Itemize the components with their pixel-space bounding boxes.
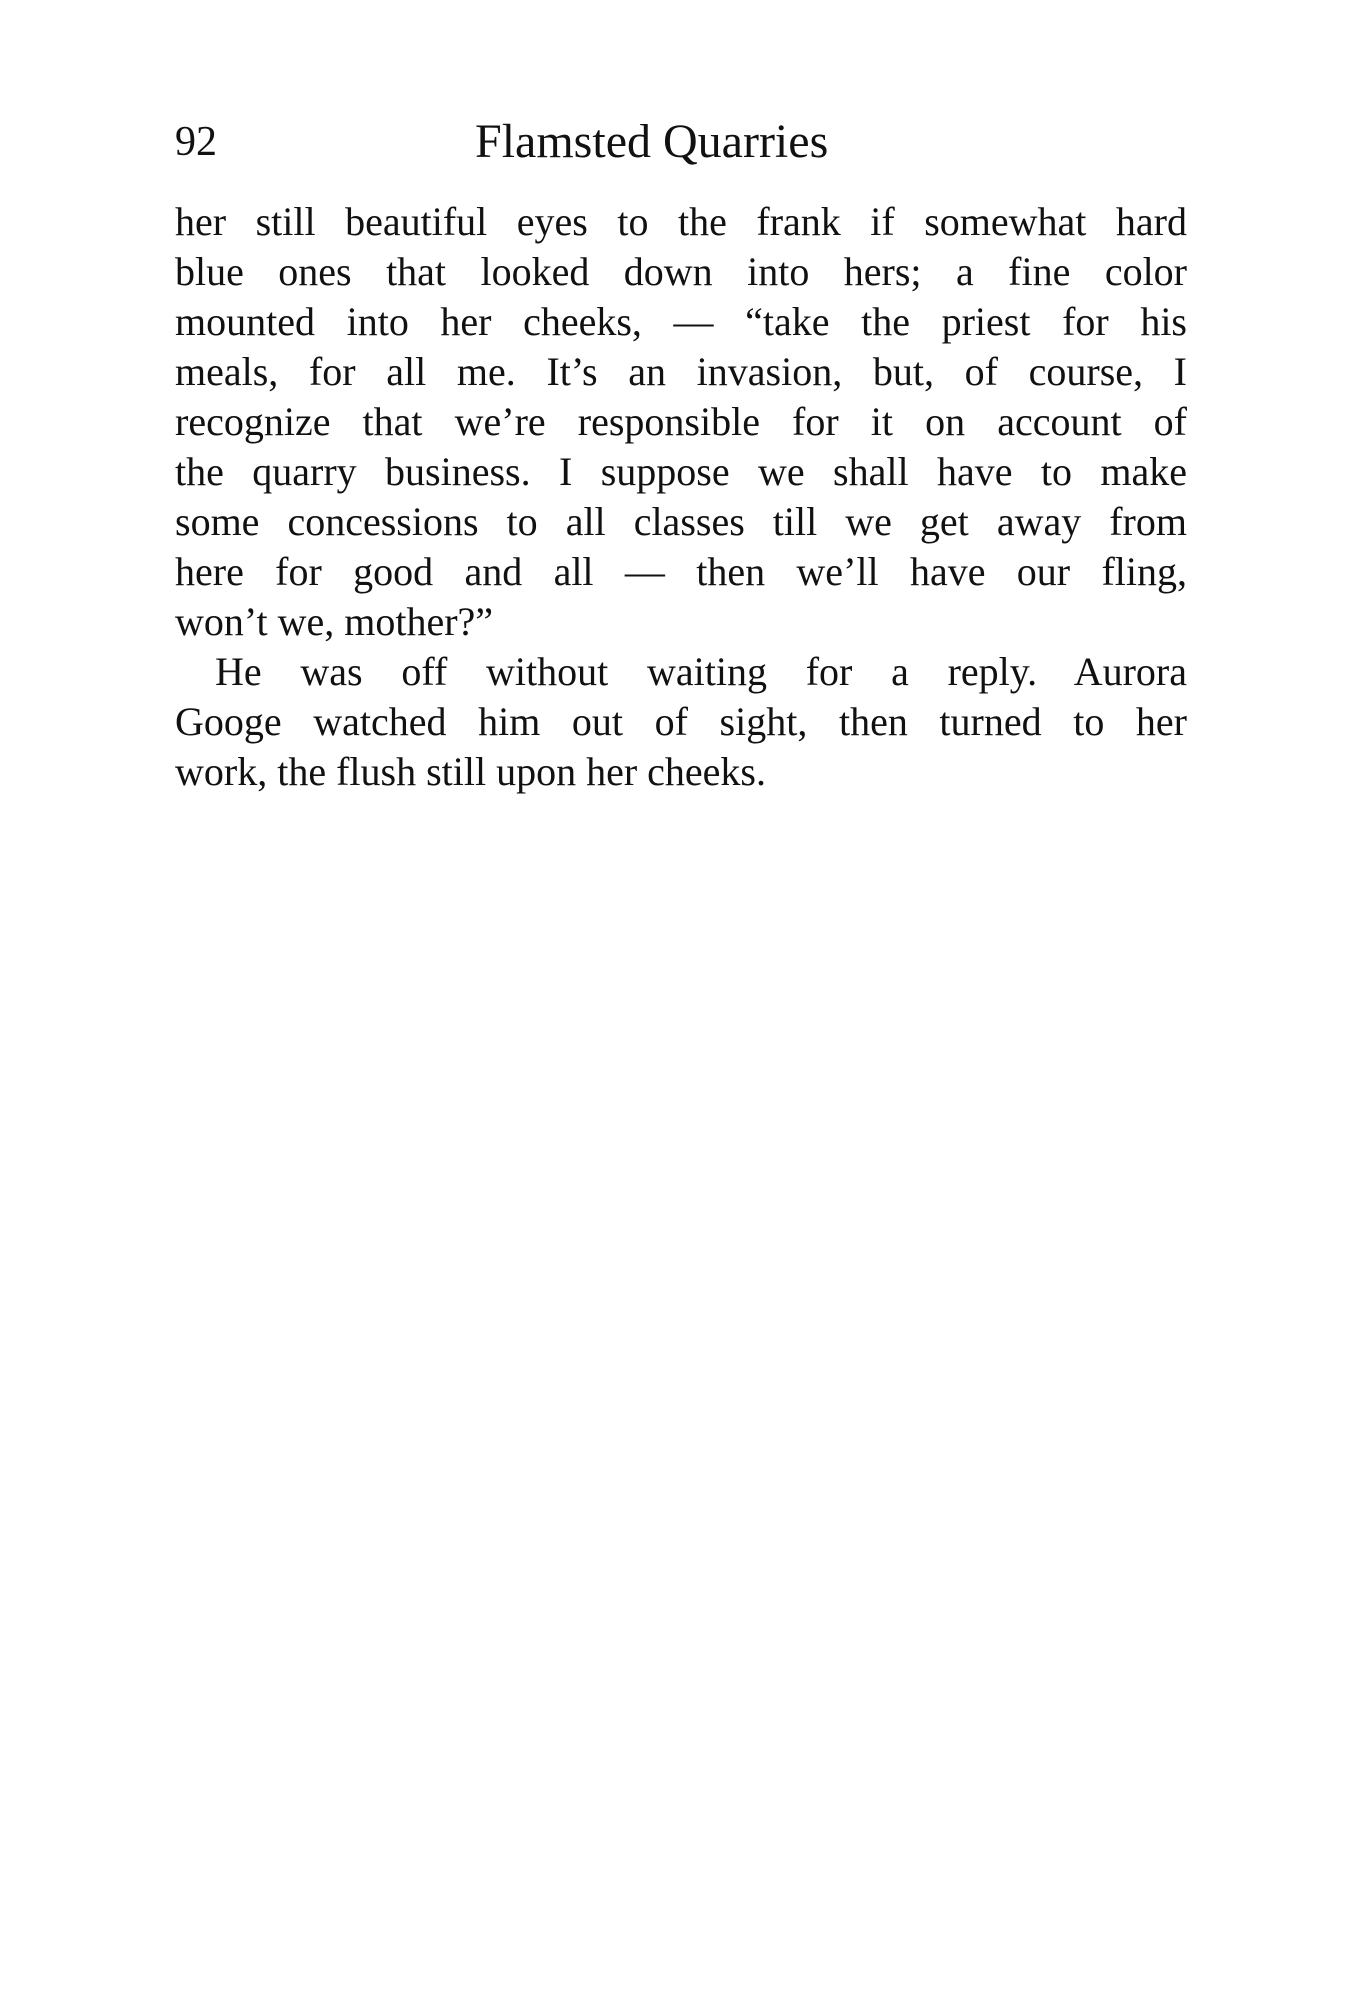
text-line: mounted into her cheeks, — “take the priest for his <box>175 299 1187 344</box>
paragraph-1 <box>175 197 1187 647</box>
text-line: some concessions to all classes till we get away from <box>175 499 1187 544</box>
text-line: work, the flush still upon her cheeks. <box>175 749 766 794</box>
text-line: Googe watched him out of sight, then turned to her <box>175 699 1187 744</box>
paragraph-2 <box>175 647 1187 797</box>
text-line: meals, for all me. It’s an invasion, but, of course, I <box>175 349 1187 394</box>
text-line: recognize that we’re responsible for it on account of <box>175 399 1187 444</box>
text-line: won’t we, mother?” <box>175 599 494 644</box>
text-line: the quarry business. I suppose we shall have to make <box>175 449 1187 494</box>
running-title: Flamsted Quarries <box>475 115 829 168</box>
text-line: her still beautiful eyes to the frank if somewhat hard <box>175 199 1187 244</box>
text-line: blue ones that looked down into hers; a fine color <box>175 249 1187 294</box>
page-number: 92 <box>175 119 217 165</box>
running-head <box>175 112 1185 172</box>
body-text <box>175 197 1187 797</box>
text-line: He was off without waiting for a reply. Aurora <box>215 649 1187 694</box>
text-line: here for good and all — then we’ll have our fling, <box>175 549 1187 594</box>
